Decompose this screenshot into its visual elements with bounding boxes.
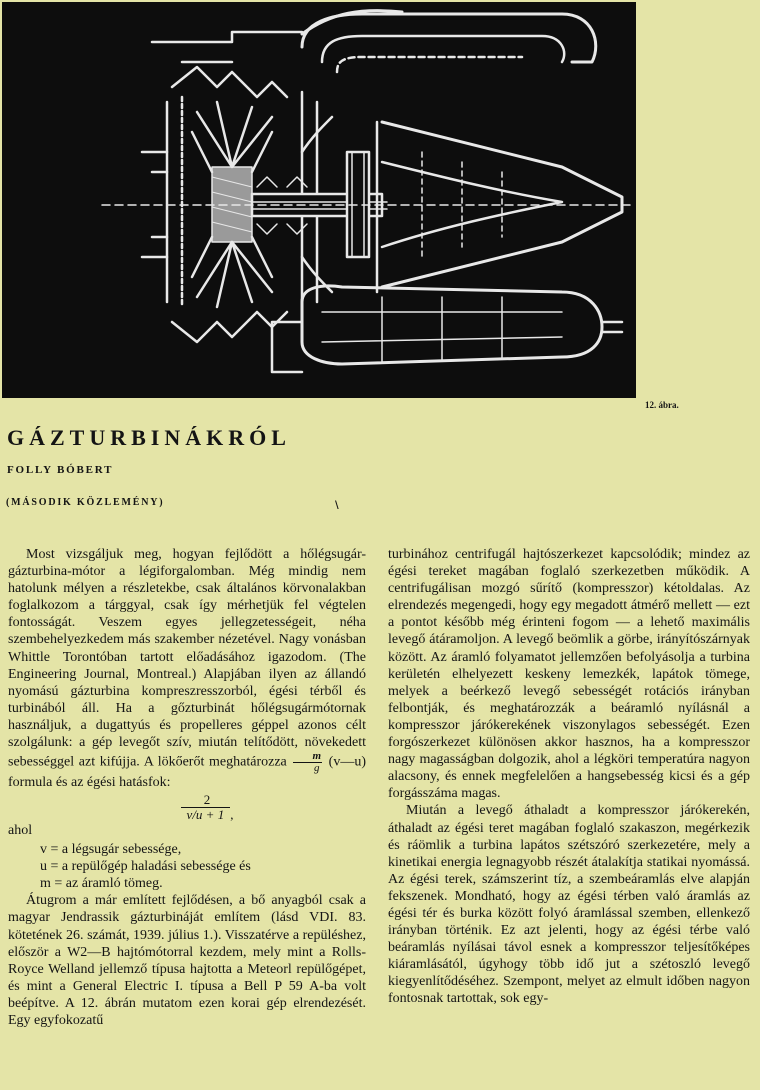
definition-v: v = a légsugár sebessége, [40, 842, 182, 858]
efficiency-denominator: v/u + 1 [181, 807, 231, 822]
ahol-label: ahol [8, 823, 33, 839]
definition-u: u = a repülőgép haladási sebessége és [40, 859, 251, 875]
paragraph-compressor: turbinához centrifugál hajtószerkezet kapcsolódik; mindez az égési tereket magában foglaló szerkezetben működik. A centrifugálisan mozgó sűrítő (kompresszor) kétoldalas. Az elrendezés megengedi, hogy egy megadott átmérő mellett — ezt a pontot később még érinteni fogom — a lehető maximális levegő átáramoljon. A levegő beömlik a görbe, irányítószárnyak között. Az áramló folyamatot jellemzően befolyásolja a turbina kerületén elhelyezett keskeny lemezkék, lapátok tömege, melyek a beérkező levegő sebességét rotációs irányban felbontják, és meghatározzák a beáramló nyílásnál a kompresszor járókerekének viszonylagos sebességét. Ezen forgószerkezet különösen akkor hasznos, ha a kompresszor nagy magasságban dolgozik, ahol a légköri temperatúra nagyon alacsony, és ennek megfelelően a hangsebesség kicsi és a gép forgásszáma magas. [388, 547, 750, 802]
efficiency-numerator: 2 [203, 792, 211, 808]
variable-definitions [8, 841, 366, 892]
formula-rest-text: (v—u) formula és az égési hatásfok: [8, 754, 366, 791]
author-name: FOLLY BÓBERT [7, 464, 114, 476]
paragraph-intro-text: Most vizsgáljuk meg, hogyan fejlődött a hőlégsugár-gázturbina-mótor a légiforgalomban. Még mindig nem hatolunk mélyen a részletekbe, csak általános körvonalakban foglalkozom a tárggyal, csak így mérhetjük fel végtelen fontosságát. Veszem egyes jellegzetességeit, néha szembehelyezkedem más szakember nézetével. Nagy vonásban Whittle Torontóban tartott előadásához igazodom. (The Engineering Journal, Montreal.) Alapjában ilyen az állandó nyomású gázturbina kompreszresszorból, égési térből és turbinából áll. Ha a gőzturbinát hőlégsugármótornak használjuk, a dugattyús és propelleres géppel azonos célt szolgálunk: a gép levegőt szív, miután telítődött, növekedett sebességgel azt kifújja. A lökőerőt meghatározza [8, 547, 366, 770]
efficiency-formula [8, 793, 366, 822]
thrust-fraction [293, 751, 322, 774]
right-text-column [388, 546, 750, 1008]
engine-cross-section-drawing [2, 2, 636, 398]
paragraph-history: Átugrom a már említett fejlődésen, a bő anyagból csak a magyar Jendrassik gázturbináját említem (lásd VDI. 83. kötetének 26. számát, 1939. július 1.). Visszatérve a repüléshez, először a W2—B hajtómótorral kezdem, mely mint a Rolls-Royce Welland jellemző típusa hajtotta a Meteorl repülőgépet, és mint a General Electric I. típusa a Bell P 59 A-ba volt beépítve. A 12. ábrán mutatom ezen korai gép elrendezését. Egy egyfokozatű [8, 893, 366, 1028]
definition-m: m = az áramló tömeg. [40, 876, 163, 892]
efficiency-comma: , [230, 807, 234, 823]
fraction-denominator: g [313, 762, 320, 775]
fraction-numerator: m [293, 751, 322, 763]
stray-mark: \ [335, 500, 339, 511]
paragraph-intro [8, 546, 366, 791]
paragraph-combustion: Miután a levegő áthaladt a kompresszor járókerekén, áthaladt az égési teret magában foglaló szakaszon, megérkezik és ráömlik a turbina lapátos szétszóró szerkezetére, mely a kinetikai energia legnagyobb részét átalakítja statikai nyomássá. Az égési terek, számszerint tíz, a szembeáramlás elve alapján fekszenek. Mondható, hogy az égési térben való áramlás az égési tér és burka között folyó áramlással szemben, ellenkező irányban történik. Ez azt jelenti, hogy az égési térbe való beáramlás nyílásai távol esnek a kompresszor teljesítőképes kiáramlásától, úgyhogy több idő jut a szétoszló levegő kiegyenlítődéséhez. Szempont, melyet az elmult időben nagyon fontosnak tartottak, sok egy- [388, 803, 750, 1007]
left-text-column [8, 546, 366, 1029]
article-title: GÁZTURBINÁKRÓL [7, 425, 291, 450]
figure-caption: 12. ábra. [645, 400, 679, 410]
series-note: (MÁSODIK KÖZLEMÉNY) [6, 497, 165, 508]
engine-diagram-figure [2, 2, 636, 398]
